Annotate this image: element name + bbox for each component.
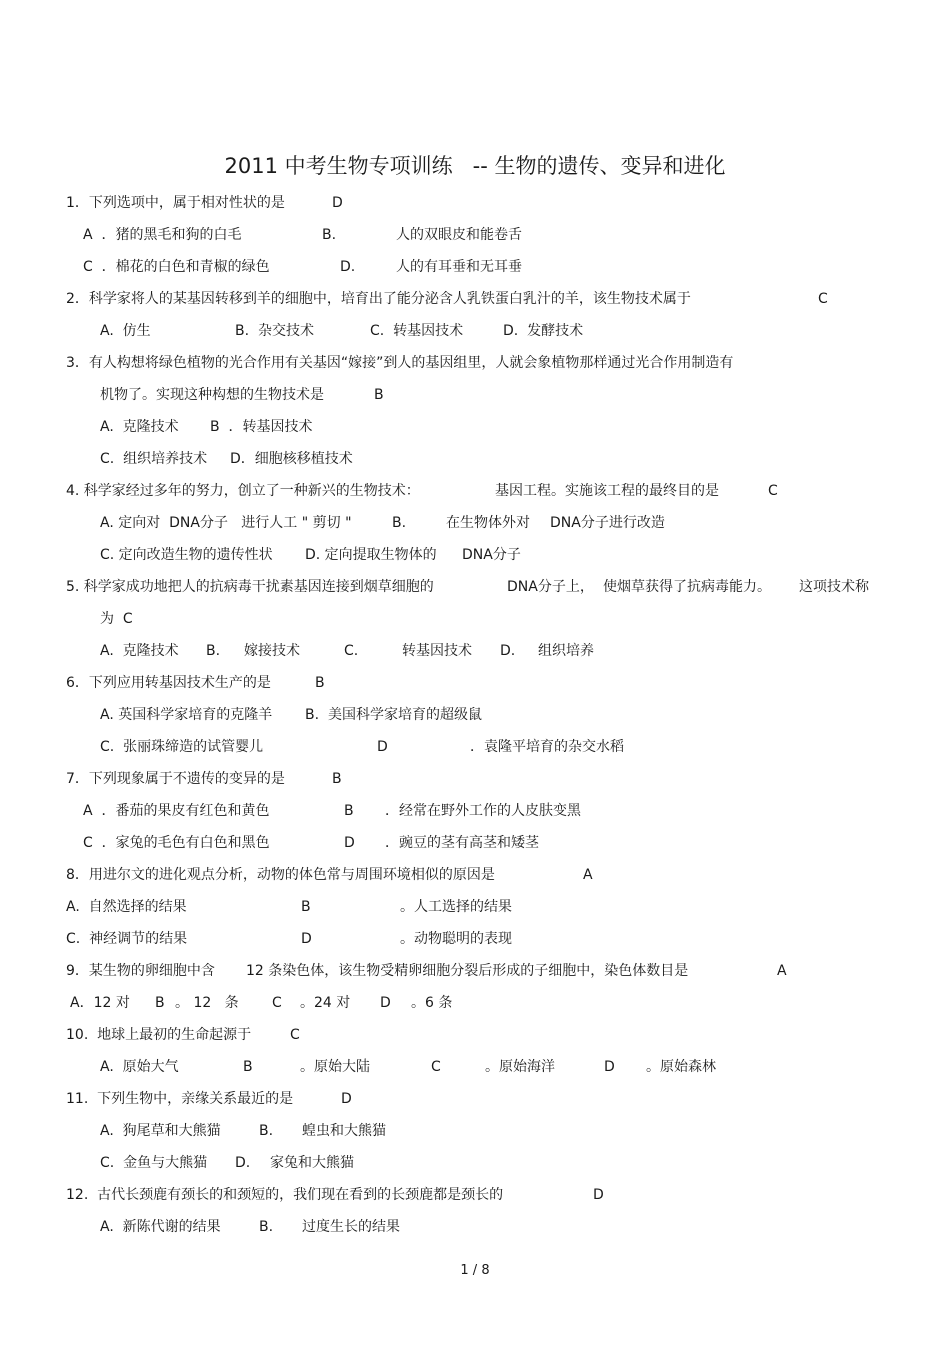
line-28-segment-3: 。原始大陆 (300, 1059, 370, 1075)
line-29-segment-2: D (341, 1091, 352, 1107)
line-28-segment-5: 。原始海洋 (485, 1059, 555, 1075)
line-10-segment-3: C (768, 483, 778, 499)
line-15-segment-5: 转基因技术 (402, 643, 472, 659)
line-4-segment-2: C (818, 291, 828, 307)
line-26-segment-1: A．12 对 (70, 995, 130, 1011)
line-10-segment-1: 4. 科学家经过多年的努力，创立了一种新兴的生物技术： (66, 483, 420, 499)
line-8-segment-2: B ．转基因技术 (210, 419, 313, 435)
line-15-segment-3: 嫁接技术 (244, 643, 300, 659)
line-28-segment-2: B (243, 1059, 253, 1075)
line-26-segment-2: B (155, 995, 165, 1011)
line-25-segment-2: 12 条染色体，该生物受精卵细胞分裂后形成的子细胞中，染色体数目是 (246, 963, 689, 979)
line-8-segment-1: A. 克隆技术 (100, 419, 179, 435)
line-28-segment-7: 。原始森林 (646, 1059, 716, 1075)
page-title: 2011 中考生物专项训练 -- 生物的遗传、变异和进化 (224, 154, 726, 178)
line-28-segment-4: C (431, 1059, 441, 1075)
line-32-segment-2: D (593, 1187, 604, 1203)
line-6-segment-1: 3．有人构想将绿色植物的光合作用有关基因“嫁接”到人的基因组里，人就会象植物那样通过光合作用制造有 (66, 355, 734, 371)
line-24-segment-3: 。动物聪明的表现 (400, 931, 512, 947)
line-22-segment-1: 8．用进尔文的进化观点分析，动物的体色常与周围环境相似的原因是 (66, 867, 495, 883)
line-24-segment-2: D (301, 931, 312, 947)
line-26-segment-6: D (380, 995, 391, 1011)
line-13-segment-4: 这项技术称 (799, 579, 869, 595)
line-18-segment-3: ．袁隆平培育的杂交水稻 (470, 739, 624, 755)
line-17-segment-1: A. 英国科学家培育的克隆羊 (100, 707, 273, 723)
line-22-segment-2: A (583, 867, 593, 883)
line-32-segment-1: 12. 古代长颈鹿有颈长的和颈短的，我们现在看到的长颈鹿都是颈长的 (66, 1187, 504, 1203)
line-15-segment-6: D. (500, 643, 516, 659)
line-33-segment-3: 过度生长的结果 (302, 1219, 400, 1235)
line-15-segment-7: 组织培养 (538, 643, 594, 659)
line-21-segment-2: D (344, 835, 355, 851)
line-1-segment-1: 1．下列选项中，属于相对性状的是 (66, 195, 285, 211)
line-24-segment-1: C. 神经调节的结果 (66, 931, 188, 947)
line-2-segment-2: B. (322, 227, 337, 243)
line-11-segment-4: DNA分子进行改造 (550, 515, 665, 531)
line-20-segment-3: ．经常在野外工作的人皮肤变黑 (385, 803, 581, 819)
line-12-segment-3: DNA分子 (462, 547, 521, 563)
line-3-segment-1: C ．棉花的白色和青椒的绿色 (83, 259, 270, 275)
line-26-segment-4: C (272, 995, 282, 1011)
line-28-segment-6: D (604, 1059, 615, 1075)
line-17-segment-2: B. 美国科学家培育的超级鼠 (305, 707, 482, 723)
line-27-segment-1: 10. 地球上最初的生命起源于 (66, 1027, 252, 1043)
line-5-segment-3: C. 转基因技术 (370, 323, 464, 339)
line-18-segment-2: D (377, 739, 388, 755)
line-11-segment-2: B. (392, 515, 407, 531)
line-7-segment-2: B (374, 387, 384, 403)
line-26-segment-7: 。6 条 (411, 995, 453, 1011)
line-2-segment-3: 人的双眼皮和能卷舌 (396, 227, 522, 243)
line-13-segment-3: 使烟草获得了抗病毒能力。 (603, 579, 771, 595)
line-20-segment-1: A ．番茄的果皮有红色和黄色 (83, 803, 270, 819)
line-15-segment-4: C. (344, 643, 359, 659)
line-28-segment-1: A. 原始大气 (100, 1059, 179, 1075)
line-2-segment-1: A ．猪的黑毛和狗的白毛 (83, 227, 242, 243)
line-33-segment-2: B. (259, 1219, 274, 1235)
line-11-segment-1: A. 定向对 DNA分子 进行人工 " 剪切 " (100, 515, 352, 531)
line-3-segment-3: 人的有耳垂和无耳垂 (396, 259, 522, 275)
line-19-segment-1: 7．下列现象属于不遗传的变异的是 (66, 771, 285, 787)
line-12-segment-2: D. 定向提取生物体的 (305, 547, 437, 563)
line-9-segment-2: D．细胞核移植技术 (230, 451, 353, 467)
line-4-segment-1: 2．科学家将人的某基因转移到羊的细胞中，培育出了能分泌含人乳铁蛋白乳汁的羊，该生物技术属于 (66, 291, 691, 307)
line-21-segment-1: C ．家兔的毛色有白色和黑色 (83, 835, 270, 851)
line-11-segment-3: 在生物体外对 (446, 515, 530, 531)
line-5-segment-2: B. 杂交技术 (235, 323, 314, 339)
line-15-segment-2: B. (206, 643, 221, 659)
line-23-segment-3: 。人工选择的结果 (400, 899, 512, 915)
line-25-segment-3: A (777, 963, 787, 979)
line-12-segment-1: C. 定向改造生物的遗传性状 (100, 547, 273, 563)
line-5-segment-4: D. 发酵技术 (503, 323, 584, 339)
line-7-segment-1: 机物了。实现这种构想的生物技术是 (100, 387, 324, 403)
line-5-segment-1: A. 仿生 (100, 323, 151, 339)
line-23-segment-1: A. 自然选择的结果 (66, 899, 187, 915)
page-number: 1 / 8 (460, 1263, 490, 1278)
line-30-segment-1: A. 狗尾草和大熊猫 (100, 1123, 221, 1139)
line-29-segment-1: 11. 下列生物中，亲缘关系最近的是 (66, 1091, 294, 1107)
line-33-segment-1: A. 新陈代谢的结果 (100, 1219, 221, 1235)
line-19-segment-2: B (332, 771, 342, 787)
line-18-segment-1: C. 张丽珠缔造的试管婴儿 (100, 739, 264, 755)
line-30-segment-3: 蝗虫和大熊猫 (302, 1123, 386, 1139)
line-20-segment-2: B (344, 803, 354, 819)
line-13-segment-1: 5. 科学家成功地把人的抗病毒干扰素基因连接到烟草细胞的 (66, 579, 434, 595)
line-16-segment-2: B (315, 675, 325, 691)
line-3-segment-2: D. (340, 259, 356, 275)
line-31-segment-1: C. 金鱼与大熊猫 (100, 1155, 208, 1171)
line-27-segment-2: C (290, 1027, 300, 1043)
line-30-segment-2: B. (259, 1123, 274, 1139)
line-25-segment-1: 9．某生物的卵细胞中含 (66, 963, 215, 979)
line-16-segment-1: 6．下列应用转基因技术生产的是 (66, 675, 271, 691)
line-26-segment-5: 。24 对 (300, 995, 351, 1011)
line-1-segment-2: D (332, 195, 343, 211)
line-14-segment-1: 为 C (100, 611, 133, 627)
line-26-segment-3: 。 12 条 (175, 995, 239, 1011)
line-23-segment-2: B (301, 899, 311, 915)
line-31-segment-2: D. (235, 1155, 251, 1171)
line-10-segment-2: 基因工程。实施该工程的最终目的是 (495, 483, 719, 499)
line-15-segment-1: A. 克隆技术 (100, 643, 179, 659)
line-21-segment-3: ．豌豆的茎有高茎和矮茎 (385, 835, 539, 851)
line-9-segment-1: C. 组织培养技术 (100, 451, 208, 467)
line-13-segment-2: DNA分子上， (507, 579, 594, 595)
line-31-segment-3: 家兔和大熊猫 (270, 1155, 354, 1171)
